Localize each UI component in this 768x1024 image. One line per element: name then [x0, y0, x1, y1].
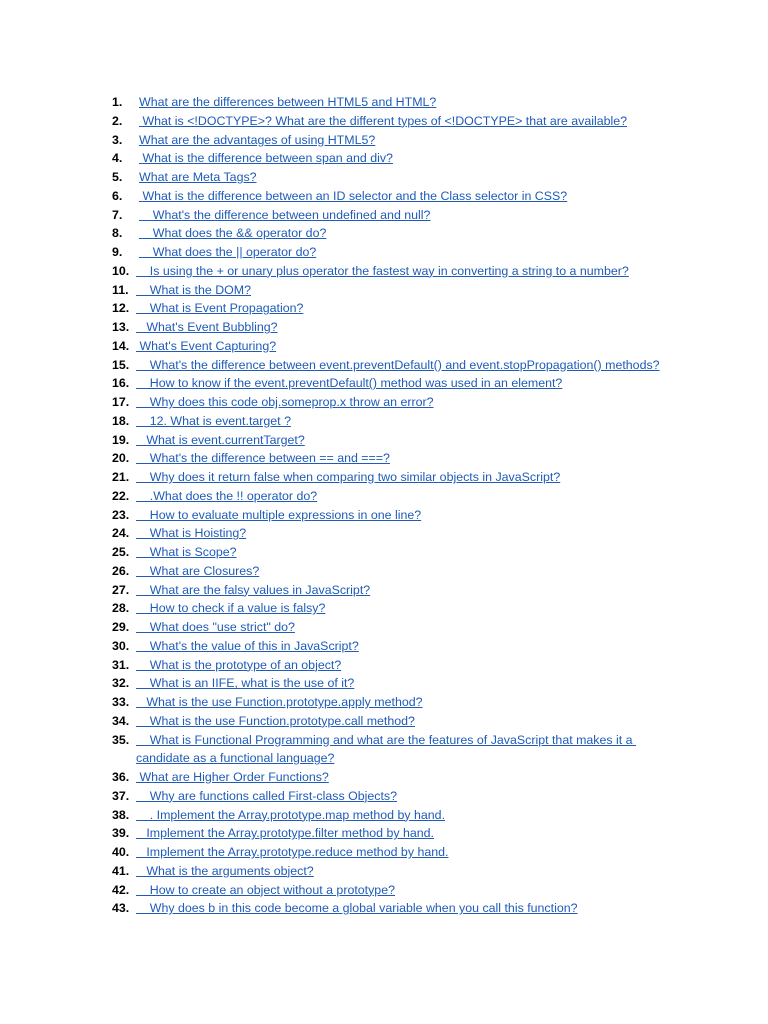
question-number: 19. [112, 432, 130, 447]
question-item [0, 787, 768, 806]
question-item [0, 356, 768, 375]
question-link[interactable]: What is the DOM? [136, 282, 251, 297]
question-item [0, 243, 768, 262]
question-item [0, 281, 768, 300]
question-item [0, 318, 768, 337]
question-number: 3. [112, 132, 123, 147]
question-item [0, 487, 768, 506]
question-item [0, 712, 768, 731]
question-link[interactable]: Why does this code obj.someprop.x throw an error? [136, 395, 434, 409]
question-link[interactable]: Implement the Array.prototype.filter method by hand. [136, 826, 434, 841]
question-number: 16. [112, 376, 130, 391]
question-link[interactable]: What is event.currentTarget? [136, 432, 305, 447]
question-item [0, 112, 768, 131]
question-item [0, 862, 768, 881]
question-link[interactable]: What does the && operator do? [139, 226, 327, 241]
question-number: 7. [112, 207, 123, 222]
question-item [0, 599, 768, 618]
question-number: 23. [112, 507, 130, 522]
question-number: 26. [112, 563, 130, 578]
question-number: 31. [112, 657, 130, 672]
question-item [0, 731, 768, 769]
question-number: 8. [112, 226, 123, 241]
question-link[interactable]: What are Higher Order Functions? [136, 770, 329, 784]
question-number: 37. [112, 788, 130, 803]
question-number: 11. [112, 282, 129, 297]
question-list [0, 93, 768, 918]
question-number: 28. [112, 601, 130, 616]
question-item [0, 393, 768, 412]
question-item [0, 656, 768, 675]
question-item [0, 206, 768, 225]
question-link[interactable]: What is Hoisting? [136, 526, 247, 541]
question-item [0, 412, 768, 431]
question-item [0, 449, 768, 468]
question-number: 35. [112, 732, 130, 747]
question-link[interactable]: What does "use strict" do? [136, 620, 295, 634]
question-link[interactable]: What are the differences between HTML5 and HTML? [139, 95, 437, 109]
question-link[interactable]: How to evaluate multiple expressions in one line? [136, 507, 422, 522]
question-link[interactable]: .What does the !! operator do? [136, 488, 318, 503]
question-item [0, 374, 768, 393]
question-link[interactable]: What's the difference between event.preventDefault() and event.stopPropagation() methods? [136, 357, 660, 372]
question-link[interactable]: What's the value of this in JavaScript? [136, 638, 359, 653]
question-number: 30. [112, 638, 130, 653]
question-item [0, 881, 768, 900]
question-link[interactable]: What's the difference between == and ===? [136, 451, 390, 466]
question-link[interactable]: Is using the + or unary plus operator the fastest way in converting a string to a number? [136, 263, 629, 278]
question-item [0, 224, 768, 243]
question-number: 43. [112, 901, 130, 916]
question-link[interactable]: What are Closures? [136, 563, 260, 578]
question-item [0, 843, 768, 862]
question-link[interactable]: 12. What is event.target ? [136, 413, 291, 428]
question-item [0, 543, 768, 562]
question-number: 12. [112, 301, 130, 316]
question-number: 27. [112, 582, 130, 597]
question-item [0, 337, 768, 356]
question-number: 36. [112, 770, 130, 784]
question-link[interactable]: Why are functions called First-class Objects? [136, 788, 397, 803]
question-link[interactable]: What are Meta Tags? [139, 170, 257, 184]
question-number: 4. [112, 151, 123, 166]
question-link[interactable]: What is Scope? [136, 545, 237, 559]
question-number: 1. [112, 95, 123, 109]
question-item [0, 131, 768, 150]
question-item [0, 506, 768, 525]
question-number: 9. [112, 245, 123, 259]
question-number: 17. [112, 395, 130, 409]
question-link[interactable]: What is Event Propagation? [136, 301, 304, 316]
question-item [0, 468, 768, 487]
question-number: 22. [112, 488, 130, 503]
question-link[interactable]: What is Functional Programming and what are the features of JavaScript that makes it a candidate as a functional language? [136, 732, 637, 766]
question-link[interactable]: What is the difference between an ID selector and the Class selector in CSS? [139, 188, 568, 203]
question-number: 24. [112, 526, 130, 541]
question-item [0, 187, 768, 206]
question-link[interactable]: What is the use Function.prototype.call method? [136, 713, 415, 728]
question-link[interactable]: What is an IIFE, what is the use of it? [136, 676, 355, 691]
question-number: 21. [112, 470, 130, 484]
question-link[interactable]: What are the advantages of using HTML5? [139, 132, 376, 147]
question-link[interactable]: What is the use Function.prototype.apply method? [136, 695, 423, 709]
question-number: 6. [112, 188, 123, 203]
question-number: 14. [112, 338, 130, 353]
question-item [0, 524, 768, 543]
question-item [0, 693, 768, 712]
question-link[interactable]: What are the falsy values in JavaScript? [136, 582, 371, 597]
question-link[interactable]: What does the || operator do? [139, 245, 317, 259]
question-link[interactable]: What's Event Capturing? [136, 338, 277, 353]
question-link[interactable]: Why does b in this code become a global variable when you call this function? [136, 901, 578, 916]
question-link[interactable]: What is the difference between span and div? [139, 151, 393, 166]
question-item [0, 168, 768, 187]
question-link[interactable]: Implement the Array.prototype.reduce method by hand. [136, 845, 449, 859]
question-link[interactable]: What is the arguments object? [136, 863, 314, 878]
question-number: 5. [112, 170, 123, 184]
question-number: 10. [112, 263, 130, 278]
question-number: 13. [112, 320, 130, 334]
question-number: 25. [112, 545, 130, 559]
question-link[interactable]: What is the prototype of an object? [136, 657, 342, 672]
question-number: 42. [112, 882, 130, 897]
question-number: 38. [112, 807, 130, 822]
question-link[interactable]: How to create an object without a prototype? [136, 882, 395, 897]
question-item [0, 618, 768, 637]
question-link[interactable]: What's Event Bubbling? [136, 320, 278, 334]
question-number: 40. [112, 845, 130, 859]
question-link[interactable]: What is <!DOCTYPE>? What are the different types of <!DOCTYPE> that are available? [139, 113, 628, 128]
question-link[interactable]: What's the difference between undefined and null? [139, 207, 431, 222]
question-item [0, 637, 768, 656]
question-item [0, 431, 768, 450]
question-number: 29. [112, 620, 130, 634]
question-link[interactable]: How to know if the event.preventDefault() method was used in an element? [136, 376, 563, 391]
question-item [0, 562, 768, 581]
question-item [0, 768, 768, 787]
question-number: 2. [112, 113, 123, 128]
question-link[interactable]: Why does it return false when comparing two similar objects in JavaScript? [136, 470, 561, 484]
question-number: 15. [112, 357, 130, 372]
question-item [0, 806, 768, 825]
question-item [0, 674, 768, 693]
question-number: 20. [112, 451, 130, 466]
question-number: 18. [112, 413, 130, 428]
question-number: 33. [112, 695, 130, 709]
question-number: 34. [112, 713, 130, 728]
question-item [0, 149, 768, 168]
question-item [0, 899, 768, 918]
question-number: 41. [112, 863, 130, 878]
question-number: 32. [112, 676, 130, 691]
question-link[interactable]: . Implement the Array.prototype.map method by hand. [136, 807, 446, 822]
question-item [0, 299, 768, 318]
question-item [0, 262, 768, 281]
question-link[interactable]: How to check if a value is falsy? [136, 601, 326, 616]
question-item [0, 93, 768, 112]
question-number: 39. [112, 826, 130, 841]
question-item [0, 581, 768, 600]
question-item [0, 824, 768, 843]
